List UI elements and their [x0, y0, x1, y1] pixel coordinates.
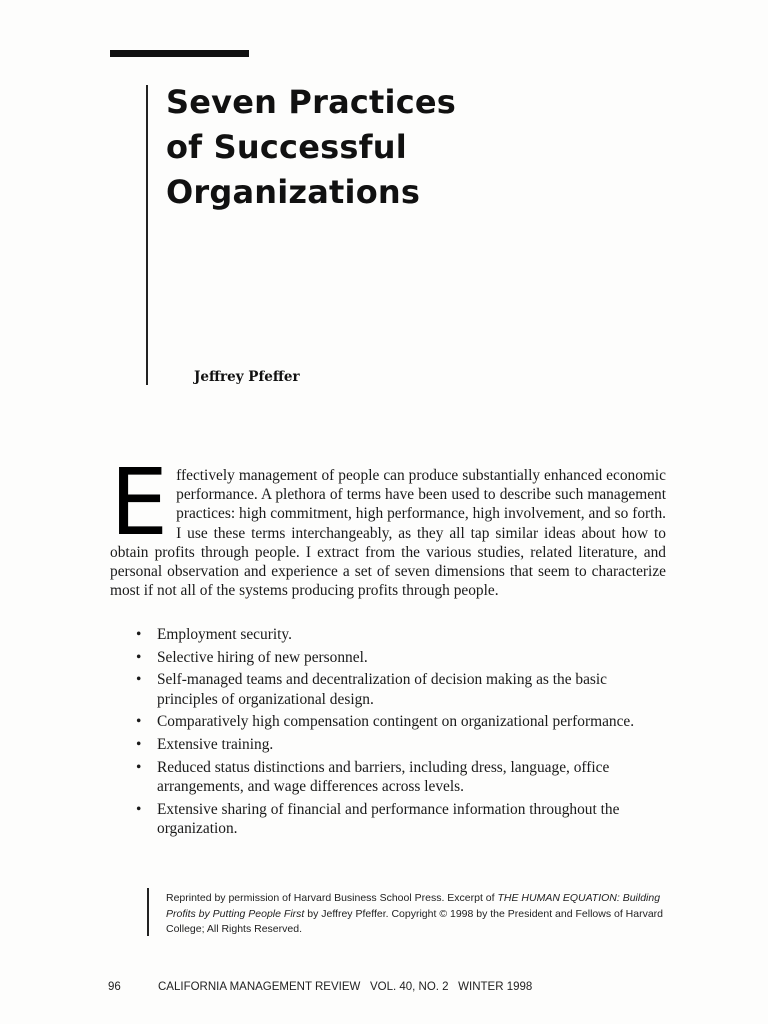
title-decoration-bar [110, 50, 249, 57]
bullet-icon: • [136, 671, 142, 689]
title-line-1: Seven Practices [166, 83, 457, 121]
list-item-text: Employment security. [157, 626, 292, 643]
journal-name: CALIFORNIA MANAGEMENT REVIEW [158, 981, 361, 993]
title-line-3: Organizations [166, 173, 421, 211]
list-item [134, 712, 669, 731]
bullet-icon: • [136, 800, 142, 818]
list-item-text: Comparatively high compensation contingent on organizational performance. [157, 713, 635, 731]
reprint-note-text-2: by Jeffrey Pfeffer. Copyright © 1998 by the President and Fellows of Harvard College; All Rights Reserved. [166, 907, 664, 935]
drop-cap: E [110, 449, 169, 556]
bullet-icon: • [136, 758, 142, 776]
page-footer [108, 981, 532, 993]
bullet-icon: • [136, 736, 142, 754]
list-item [134, 735, 669, 754]
practices-list [134, 625, 669, 842]
list-item-text: Reduced status distinctions and barriers, including dress, language, office arrangements, and wage differences across levels. [157, 758, 610, 795]
list-item [134, 648, 669, 667]
journal-issue: WINTER 1998 [458, 981, 533, 993]
reprint-note-text-1: Reprinted by permission of Harvard Business School Press. Excerpt of [166, 892, 498, 904]
title-vertical-rule [146, 85, 148, 385]
intro-text: ffectively management of people can produce substantially enhanced economic performance. A plethora of terms have been used to describe such management practices: high commitment, high performance, high involvement, and so forth. I use these terms interchangeably, as they all tap similar ideas about how to obtain profits through people. I extract from the various studies, related literature, and personal observation and experience a set of seven dimensions that seem to characterize most if not all of the systems producing profits through people. [110, 467, 666, 600]
bullet-icon: • [136, 648, 142, 666]
title-line-2: of Successful [166, 128, 407, 166]
reprint-note [166, 891, 686, 938]
author-name: Jeffrey Pfeffer [194, 369, 300, 385]
list-item-text: Self-managed teams and decentralization of decision making as the basic principles of organizational design. [157, 671, 608, 708]
list-item [134, 800, 669, 838]
list-item [134, 625, 669, 644]
list-item-text: Extensive sharing of financial and performance information throughout the organization. [157, 800, 620, 837]
list-item [134, 758, 669, 796]
article-title [166, 80, 456, 215]
bullet-icon: • [136, 713, 142, 731]
list-item-text: Selective hiring of new personnel. [157, 648, 368, 666]
journal-volume: VOL. 40, NO. 2 [369, 981, 449, 993]
list-item-text: Extensive training. [157, 736, 274, 754]
page-number: 96 [108, 981, 121, 993]
book-title: THE HUMAN EQUATION: Building Profits by Putting People First [166, 892, 661, 920]
reprint-note-rule [147, 888, 149, 936]
intro-paragraph [110, 449, 666, 600]
list-item [134, 670, 669, 708]
bullet-icon: • [136, 626, 142, 643]
